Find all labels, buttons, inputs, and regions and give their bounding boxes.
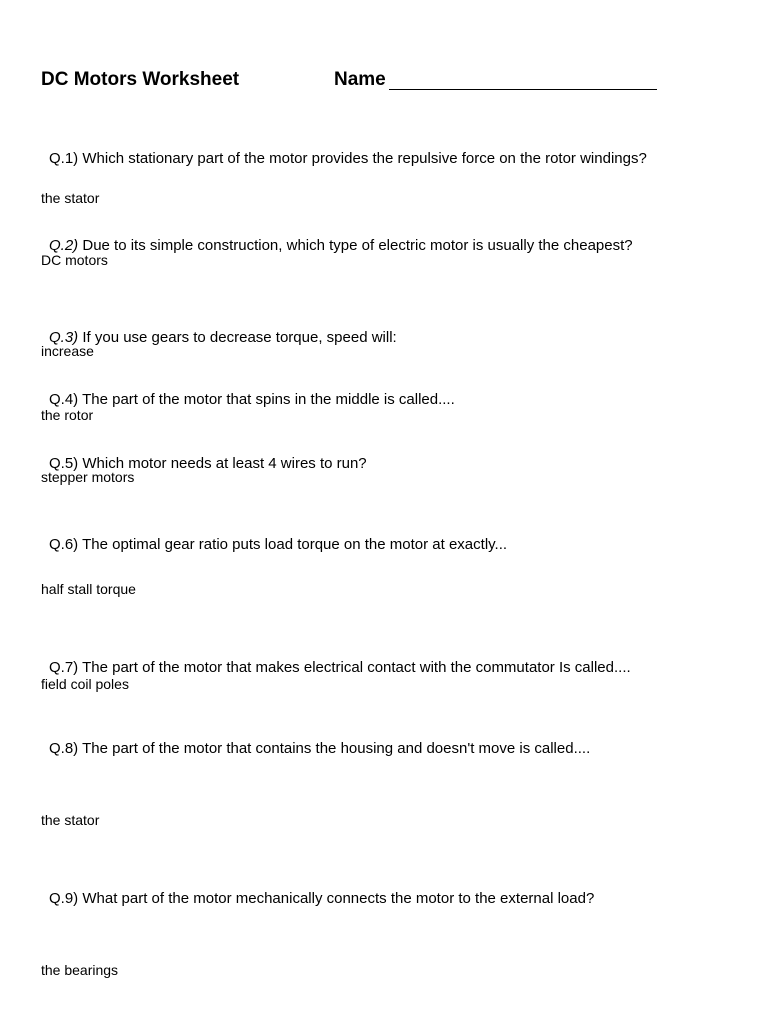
answer-1: the stator	[41, 190, 100, 206]
answer-6: half stall torque	[41, 581, 136, 597]
question-3-text: If you use gears to decrease torque, speed will:	[78, 329, 397, 346]
answer-2: DC motors	[41, 252, 108, 268]
question-4	[49, 391, 455, 408]
question-2-number: Q.2)	[49, 237, 79, 254]
question-9-text: What part of the motor mechanically connects the motor to the external load?	[78, 890, 595, 907]
answer-5: stepper motors	[41, 469, 135, 485]
answer-4: the rotor	[41, 407, 94, 423]
question-5-number: Q.5)	[49, 455, 79, 472]
name-label: Name	[334, 69, 386, 90]
answer-3: increase	[41, 343, 94, 359]
question-1-number: Q.1)	[49, 150, 79, 167]
answer-7: field coil poles	[41, 676, 129, 692]
question-7	[49, 659, 631, 676]
question-6-text: The optimal gear ratio puts load torque on the motor at exactly...	[78, 536, 508, 553]
question-9	[49, 890, 594, 907]
question-7-text: The part of the motor that makes electrical contact with the commutator Is called....	[78, 659, 631, 676]
question-5-text: Which motor needs at least 4 wires to run?	[78, 455, 367, 472]
question-1-text: Which stationary part of the motor provides the repulsive force on the rotor windings?	[78, 150, 647, 167]
worksheet-title: DC Motors Worksheet	[41, 69, 240, 90]
question-6	[49, 536, 507, 553]
question-4-text: The part of the motor that spins in the middle is called....	[78, 391, 455, 408]
question-9-number: Q.9)	[49, 890, 79, 907]
question-8-number: Q.8)	[49, 740, 79, 757]
question-2	[49, 237, 633, 254]
question-6-number: Q.6)	[49, 536, 79, 553]
answer-8: the stator	[41, 812, 100, 828]
question-7-number: Q.7)	[49, 659, 79, 676]
question-1	[49, 150, 647, 167]
question-3-number: Q.3)	[49, 329, 79, 346]
question-3	[49, 329, 397, 346]
question-8-text: The part of the motor that contains the housing and doesn't move is called....	[78, 740, 591, 757]
question-2-text: Due to its simple construction, which type of electric motor is usually the cheapest?	[78, 237, 633, 254]
name-blank-line	[389, 89, 657, 90]
question-8	[49, 740, 590, 757]
answer-9: the bearings	[41, 962, 119, 978]
question-4-number: Q.4)	[49, 391, 79, 408]
